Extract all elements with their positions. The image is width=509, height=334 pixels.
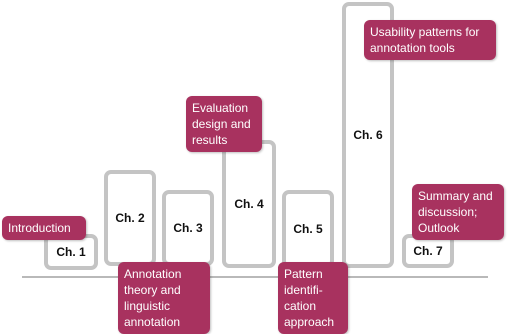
chapter-5-column (282, 190, 334, 268)
chapter-1-label: Ch. 1 (56, 245, 86, 259)
baseline (22, 276, 488, 278)
chapter-6-label: Ch. 6 (353, 128, 383, 142)
chapter-2-label: Ch. 2 (115, 211, 145, 225)
chapter-2-column (104, 170, 156, 266)
chapter-3-label: Ch. 3 (173, 221, 203, 235)
chapter-5-topic-tag: Pattern identifi-cation approach (278, 262, 348, 334)
chapter-2-topic-tag: Annotation theory and linguistic annotation (118, 262, 210, 334)
chapter-7-label: Ch. 7 (413, 244, 443, 258)
chapter-1-topic-tag: Introduction (2, 216, 86, 240)
chapter-4-label: Ch. 4 (234, 197, 264, 211)
chapter-6-topic-tag: Usability patterns for annotation tools (364, 20, 496, 60)
chapter-7-topic-tag: Summary and discussion; Outlook (412, 184, 504, 240)
chapter-4-column (222, 140, 276, 268)
chapter-3-column (162, 190, 214, 266)
chapter-4-topic-tag: Evaluation design and results (186, 96, 262, 152)
chapter-5-label: Ch. 5 (293, 222, 323, 236)
